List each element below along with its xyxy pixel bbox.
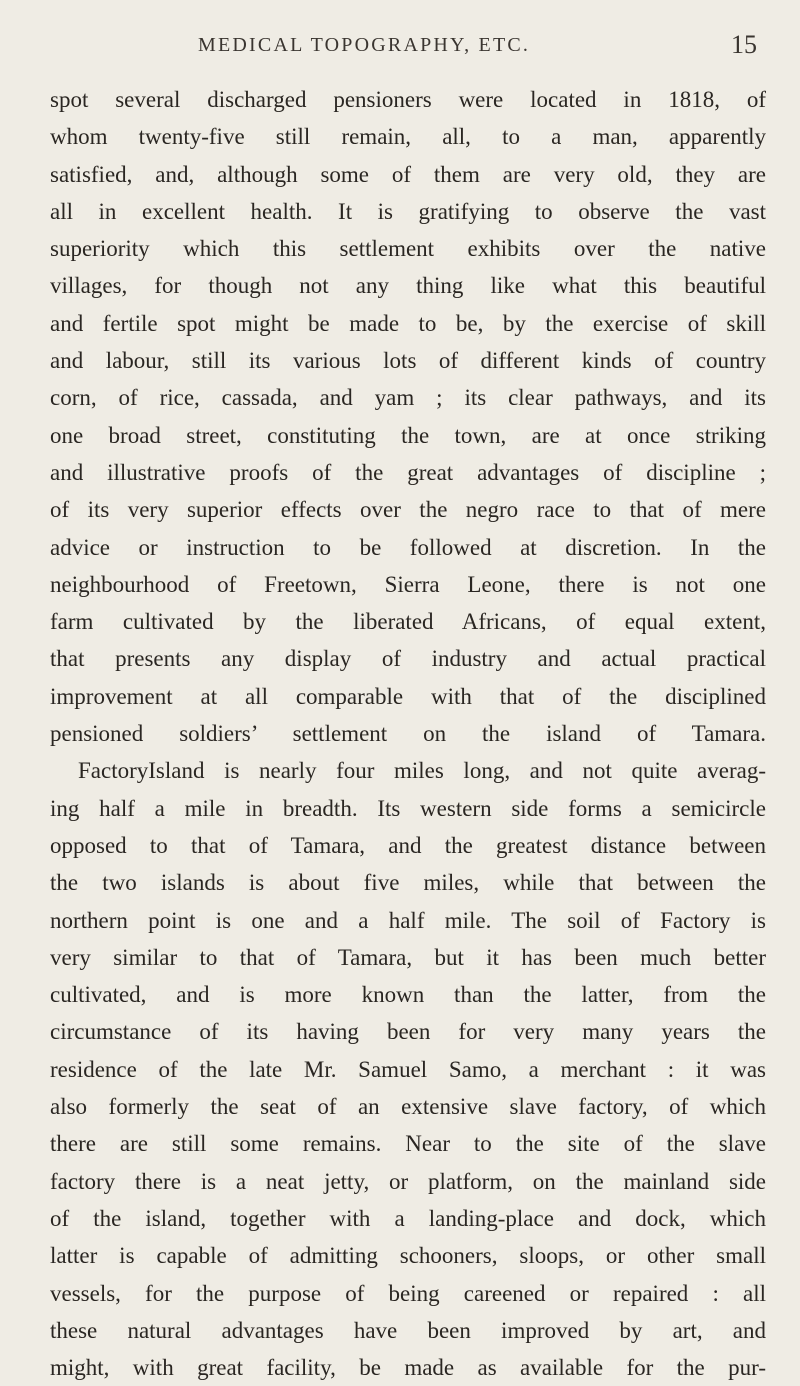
text-line: and fertile spot might be made to be, by the exercise of skill <box>50 310 766 336</box>
text-line: and illustrative proofs of the great advantages of discipline ; <box>50 459 766 485</box>
text-line: circumstance of its having been for very many years the <box>50 1019 766 1045</box>
text-line: opposed to that of Tamara, and the greatest distance between <box>50 832 766 858</box>
text-line: that presents any display of industry and actual practical <box>50 646 766 672</box>
text-line: all in excellent health. It is gratifying to observe the vast <box>50 198 766 224</box>
paragraph-start-line: FactoryIsland is nearly four miles long, and not quite averag- <box>78 758 766 784</box>
text-line: ing half a mile in breadth. Its western side forms a semicircle <box>50 795 766 821</box>
text-line: also formerly the seat of an extensive slave factory, of which <box>50 1094 766 1120</box>
text-line: villages, for though not any thing like what this beautiful <box>50 273 766 299</box>
text-line: latter is capable of admitting schooners, sloops, or other small <box>50 1243 766 1269</box>
text-line: improvement at all comparable with that of the disciplined <box>50 683 766 709</box>
text-line: farm cultivated by the liberated Africans, of equal extent, <box>50 609 766 635</box>
text-line: and labour, still its various lots of different kinds of country <box>50 348 766 374</box>
text-line: the two islands is about five miles, while that between the <box>50 870 766 896</box>
text-line: northern point is one and a half mile. The soil of Factory is <box>50 907 766 933</box>
text-line: whom twenty-five still remain, all, to a man, apparently <box>50 124 766 150</box>
running-title: MEDICAL TOPOGRAPHY, ETC. <box>198 34 531 56</box>
text-line: one broad street, constituting the town, are at once striking <box>50 422 766 448</box>
text-line: of its very superior effects over the negro race to that of mere <box>50 497 766 523</box>
text-line: residence of the late Mr. Samuel Samo, a merchant : it was <box>50 1056 766 1082</box>
text-line: factory there is a neat jetty, or platform, on the mainland side <box>50 1168 766 1194</box>
text-line: satisfied, and, although some of them are very old, they are <box>50 161 766 187</box>
running-head <box>0 26 800 66</box>
text-line: these natural advantages have been improved by art, and <box>50 1317 766 1343</box>
text-line: cultivated, and is more known than the latter, from the <box>50 982 766 1008</box>
body-text <box>50 81 766 1386</box>
text-line: there are still some remains. Near to the site of the slave <box>50 1131 766 1157</box>
text-line: superiority which this settlement exhibits over the native <box>50 236 766 262</box>
text-line: spot several discharged pensioners were located in 1818, of <box>50 87 766 112</box>
text-line: advice or instruction to be followed at discretion. In the <box>50 534 766 560</box>
text-line: vessels, for the purpose of being careened or repaired : all <box>50 1280 766 1306</box>
text-line: corn, of rice, cassada, and yam ; its clear pathways, and its <box>50 385 766 411</box>
text-line: neighbourhood of Freetown, Sierra Leone, there is not one <box>50 571 766 597</box>
text-line: of the island, together with a landing-place and dock, which <box>50 1205 766 1231</box>
page-number: 15 <box>731 30 757 59</box>
text-line: might, with great facility, be made as available for the pur- <box>50 1355 766 1381</box>
text-line: very similar to that of Tamara, but it has been much better <box>50 944 766 970</box>
text-line: pensioned soldiers’ settlement on the island of Tamara. <box>50 721 766 747</box>
